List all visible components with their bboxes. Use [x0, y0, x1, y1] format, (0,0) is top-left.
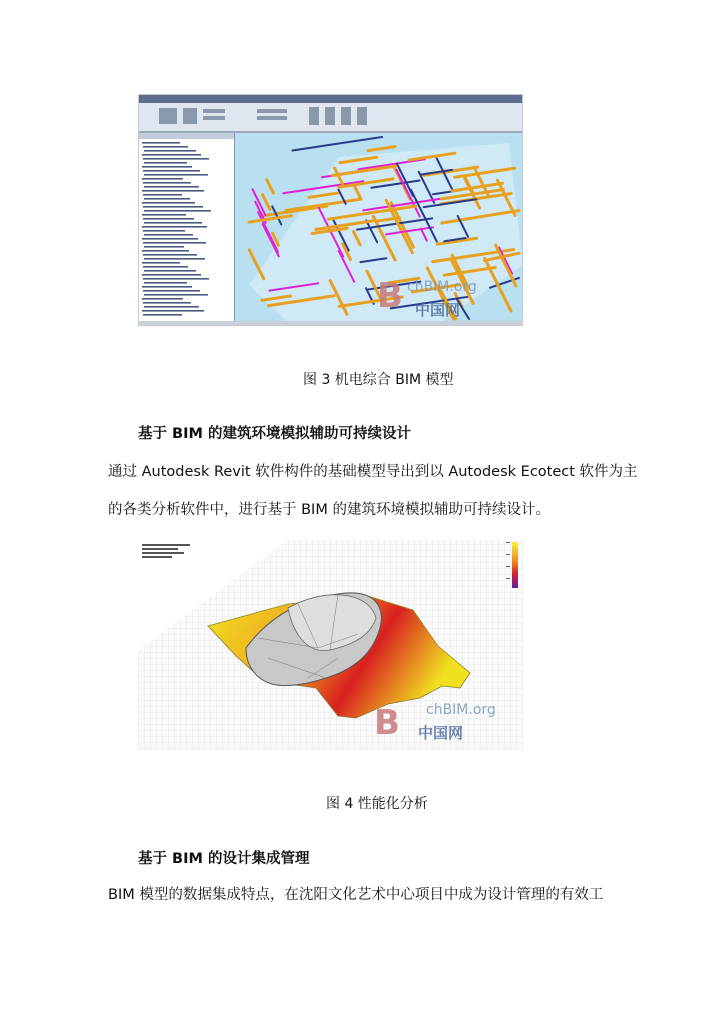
model-tree-row — [144, 270, 196, 272]
paragraph-line: 的各类分析软件中，进行基于 BIM 的建筑环境模拟辅助可持续设计。 — [108, 502, 550, 518]
watermark-b-letter: B — [377, 276, 403, 316]
model-tree-row — [142, 262, 180, 264]
model-tree-row — [142, 250, 189, 252]
model-tree-row — [143, 170, 200, 172]
watermark-domain: chBIM.org — [407, 279, 477, 295]
model-tree-row — [144, 258, 205, 260]
model-tree-row — [144, 282, 187, 284]
model-tree-row — [144, 174, 208, 176]
model-tree-row — [143, 278, 209, 280]
watermark-domain: chBIM.org — [426, 702, 496, 718]
model-tree-row — [142, 226, 207, 228]
model-tree-row — [143, 290, 200, 292]
model-tree-row — [142, 178, 183, 180]
model-tree-row — [143, 194, 182, 196]
mep-model-screenshot — [139, 95, 523, 326]
model-tree-row — [144, 210, 211, 212]
watermark-cn: 中国网 — [415, 301, 461, 319]
model-tree-row — [142, 214, 186, 216]
model-tree-row — [142, 310, 204, 312]
model-tree-row — [144, 246, 184, 248]
model-tree-row — [143, 230, 185, 232]
model-tree-row — [143, 218, 194, 220]
model-tree-row — [142, 142, 180, 144]
model-tree-row — [142, 202, 195, 204]
model-tree-row — [143, 182, 191, 184]
model-tree-row — [142, 238, 198, 240]
model-tree-row — [142, 274, 201, 276]
model-tree-row — [142, 190, 204, 192]
model-tree-row — [143, 302, 191, 304]
model-tree-row — [144, 198, 190, 200]
figure-4-performance-analysis-image — [138, 538, 523, 750]
model-tree-row — [143, 266, 188, 268]
model-tree-row — [142, 154, 201, 156]
model-tree-row — [143, 206, 203, 208]
watermark-cn: 中国网 — [418, 724, 464, 742]
section-heading-environment-simulation: 基于 BIM 的建筑环境模拟辅助可持续设计 — [138, 426, 411, 442]
model-tree-row — [143, 314, 182, 316]
model-tree-row — [144, 306, 199, 308]
performance-analysis-render — [138, 538, 523, 750]
model-tree-row — [144, 186, 199, 188]
model-tree-row — [143, 242, 206, 244]
model-tree-row — [144, 222, 202, 224]
model-tree-row — [143, 146, 188, 148]
figure-3-caption: 图 3 机电综合 BIM 模型 — [303, 372, 454, 388]
model-tree-row — [142, 298, 183, 300]
paragraph-line: 通过 Autodesk Revit 软件构件的基础模型导出到以 Autodesk Ecotect 软件为主 — [108, 464, 638, 480]
section-heading-design-integration: 基于 BIM 的设计集成管理 — [138, 851, 310, 867]
model-tree-row — [144, 234, 193, 236]
model-tree-row — [144, 294, 208, 296]
model-tree-row — [143, 158, 209, 160]
watermark-b-letter: B — [374, 703, 400, 743]
paragraph-line: BIM 模型的数据集成特点，在沈阳文化艺术中心项目中成为设计管理的有效工 — [108, 887, 604, 903]
model-tree-row — [142, 166, 192, 168]
figure-3-mep-bim-model-image — [138, 94, 523, 326]
model-tree-row — [144, 150, 196, 152]
model-tree-row — [142, 286, 192, 288]
model-tree-row — [144, 162, 187, 164]
model-tree-row — [143, 254, 197, 256]
figure-4-caption: 图 4 性能化分析 — [326, 796, 428, 812]
